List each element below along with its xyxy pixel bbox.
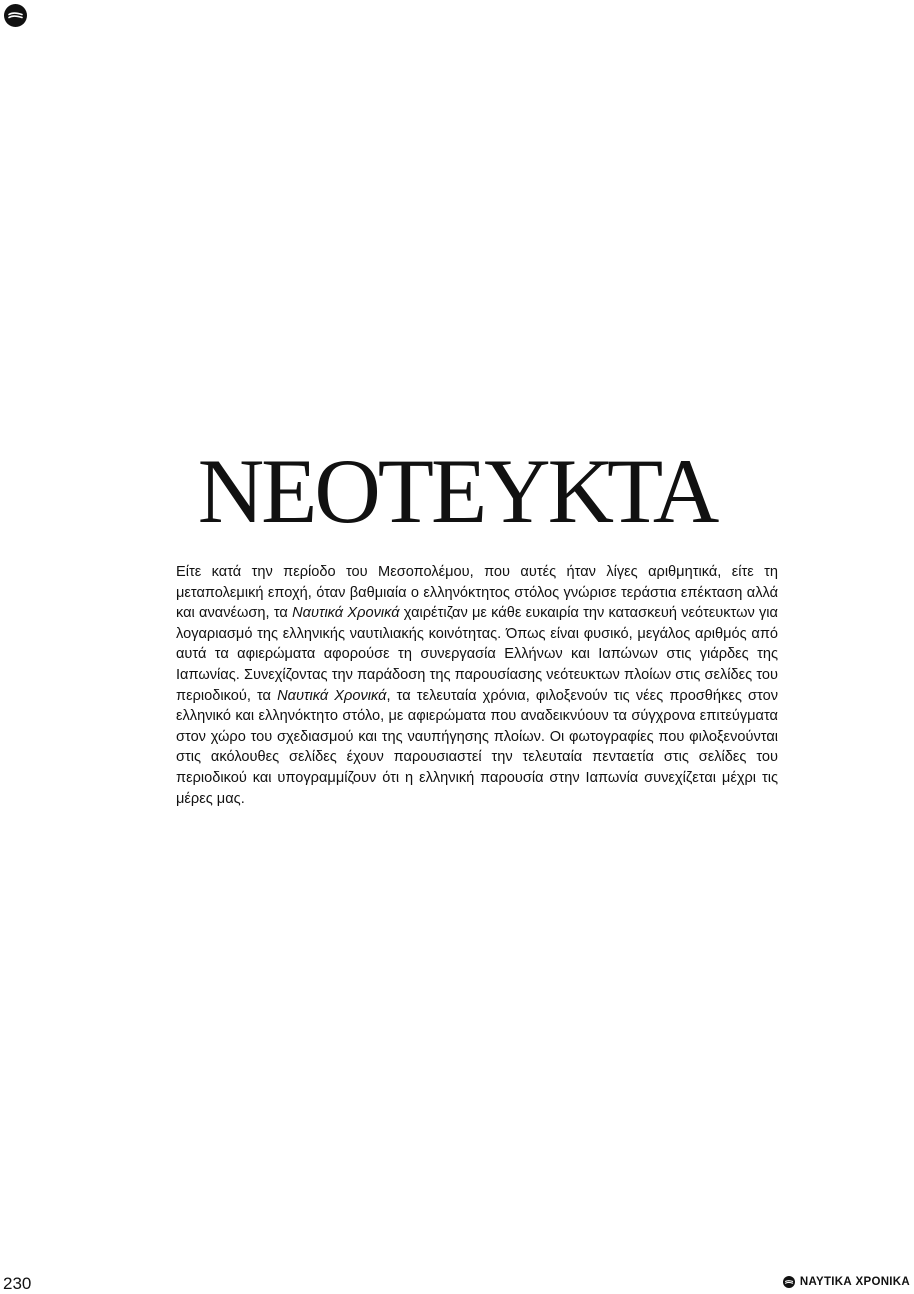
footer-brand-name: ΝΑΥΤΙΚΑ ΧΡΟΝΙΚΑ — [799, 1276, 910, 1288]
body-text-segment: Είτε κατά την περίοδο του Μεσοπολέμου, που αυτές ήταν λίγες αριθμητικά, είτε τη μεταπολεμική εποχή, όταν βαθμιαία ο ελληνόκτητος στόλος γνώρισε τεράστια επέκταση αλλά και ανανέωση, τα — [176, 564, 778, 622]
wave-logo-icon — [4, 4, 27, 27]
body-paragraph — [176, 562, 778, 809]
wave-logo-icon — [783, 1276, 795, 1288]
body-text-segment: , τα τελευταία χρόνια, φιλοξενούν τις νέες προσθήκες στον ελληνικό και ελληνόκτητο στόλο, με αφιερώματα που αναδεικνύουν τα σύγχρονα επιτεύγματα στον χώρο του σχεδιασμού και της ναυπήγησης πλοίων. Οι φωτογραφίες που φιλοξενούνται στις ακόλουθες σελίδες έχουν παρουσιαστεί την τελευταία πενταετία στις σελίδες του περιοδικού και υπογραμμίζουν ότι η ελληνική παρουσία στην Ιαπωνία συνεχίζεται μέχρι τις μέρες μας. — [176, 687, 778, 807]
page-title: ΝΕΟΤΕΥΚΤΑ — [197, 440, 717, 542]
footer-brand — [783, 1276, 910, 1288]
page-number: 230 — [3, 1274, 32, 1293]
body-text-segment: χαιρέτιζαν με κάθε ευκαιρία την κατασκευή νεότευκτων για λογαριασμό της ελληνικής ναυτιλιακής κοινότητας. Όπως είναι φυσικό, μεγάλος αριθμός από αυτά τα αφιερώματα αφορούσε τη συνεργασία Ελλήνων και Ιαπώνων στις γιάρδες της Ιαπωνίας. Συνεχίζοντας την παράδοση της παρουσίασης νεότευκτων πλοίων στις σελίδες του περιοδικού, τα — [176, 605, 778, 704]
magazine-name-italic: Ναυτικά Χρονικά — [292, 605, 400, 622]
magazine-name-italic: Ναυτικά Χρονικά — [277, 687, 387, 704]
